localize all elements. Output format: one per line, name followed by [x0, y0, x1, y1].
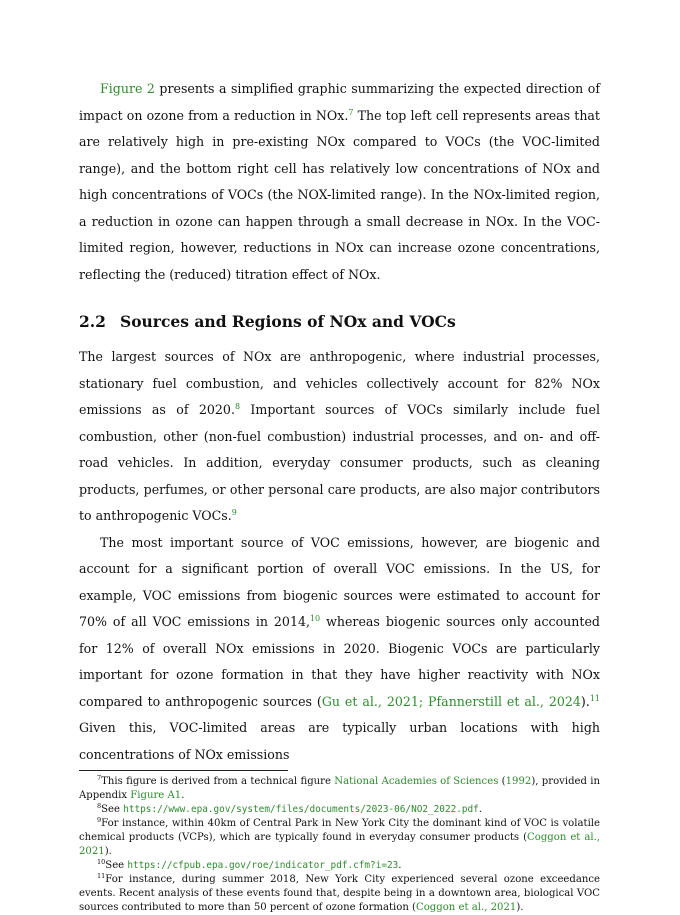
footnote-ref-9[interactable]: 9 — [231, 508, 237, 517]
footnote-9 — [79, 817, 600, 859]
footnote-number: 11 — [97, 872, 106, 880]
paragraph-nox-sources — [79, 344, 600, 530]
footnote-text: See — [105, 860, 128, 871]
citation-link[interactable]: Coggon et al., 2021 — [416, 902, 517, 913]
paragraph-text: Given this, VOC-limited areas are typically urban locations with high concentrations of NOx emissions — [79, 720, 600, 762]
paragraph-text: The largest sources of NOx are anthropogenic, where industrial processes, stationary fuel combustion, and vehicles collectively account for 82% NOx emissions as of 2020. — [79, 349, 600, 417]
footnote-text: . — [398, 860, 402, 871]
figure-a1-link[interactable]: Figure A1 — [130, 790, 182, 801]
footnote-text: ( — [498, 776, 506, 787]
paragraph-text: presents a simplified graphic summarizing the expected direction of impact on ozone from a reduction in NOx. — [79, 81, 600, 123]
footnote-10 — [79, 859, 600, 873]
section-number: 2.2 — [79, 312, 106, 331]
section-heading — [79, 307, 600, 337]
footnote-text: For instance, during summer 2018, New York City experienced several ozone exceedance events. Recent analysis of these events found that, despite being in a downtown area, biological VOC sources contributed to more than 50 percent of ozone formation ( — [79, 874, 600, 913]
footnote-11 — [79, 873, 600, 915]
citation-link[interactable]: Coggon et al., 2021 — [79, 832, 601, 857]
footnote-number: 9 — [97, 816, 102, 824]
url-link[interactable]: https://cfpub.epa.gov/roe/indicator_pdf.cfm?i=23 — [127, 860, 399, 871]
paragraph-biogenic-voc — [79, 530, 600, 769]
footnote-ref-10[interactable]: 10 — [309, 614, 321, 623]
paragraph-text: The most important source of VOC emissions, however, are biogenic and account for a significant portion of overall VOC emissions. In the US, for example, VOC emissions from biogenic sources were estimated to account for 70% of all VOC emissions in 2014, — [79, 534, 600, 629]
footnote-ref-7[interactable]: 7 — [348, 107, 354, 117]
paragraph-text: The top left cell represents areas that are relatively high in pre-existing NOx compared to VOCs (the VOC-limited range), and the bottom right cell has relatively low concentrations of NOx and high concentrations of VOCs (the NOX-limited range). In the NOx-limited region, a reduction in ozone can happen through a small decrease in NOx. In the VOC-limited region, however, reductions in NOx can increase ozone concentrations, reflecting the (reduced) titration effect of NOx. — [79, 107, 600, 282]
paragraph-text: whereas biogenic sources only accounted for 12% of overall NOx emissions in 2020. Biogenic VOCs are particularly important for ozone formation in that they have higher reactivity with NOx compared to anthropogenic sources ( — [79, 614, 600, 709]
footnote-ref-11[interactable]: 11 — [589, 693, 600, 703]
footnote-text: ). — [516, 902, 524, 913]
footnote-text: ). — [104, 846, 112, 857]
footnote-text: See — [101, 804, 124, 815]
citation-link[interactable]: Gu et al., 2021; Pfannerstill et al., 2024 — [321, 693, 581, 709]
footnote-number: 8 — [97, 802, 102, 810]
footnote-divider — [79, 770, 288, 771]
footnote-ref-8[interactable]: 8 — [234, 402, 241, 411]
page-body — [79, 76, 600, 915]
footnote-text: . — [478, 804, 483, 815]
paragraph-text: Important sources of VOCs similarly include fuel combustion, other (non-fuel combustion) industrial processes, and on- and off-road vehicles. In addition, everyday consumer products, such as cleaning products, perfumes, or other personal care products, are also major contributors to anthropogenic VOCs. — [79, 402, 600, 523]
paragraph-text: ). — [580, 693, 590, 709]
url-link[interactable]: https://www.epa.gov/system/files/documents/2023-06/NO2_2022.pdf — [123, 804, 479, 815]
footnote-8 — [79, 803, 600, 817]
footnote-text: This figure is derived from a technical figure — [101, 776, 335, 787]
citation-year-link[interactable]: 1992 — [505, 776, 532, 787]
paragraph-figure-2 — [79, 76, 600, 288]
figure-2-link[interactable]: Figure 2 — [100, 81, 155, 96]
footnote-7 — [79, 775, 600, 803]
footnote-number: 7 — [97, 774, 102, 782]
footnote-text: For instance, within 40km of Central Park in New York City the dominant kind of VOC is volatile chemical products (VCPs), which are typically found in everyday consumer products ( — [79, 818, 600, 843]
citation-link[interactable]: National Academies of Sciences — [334, 776, 499, 787]
footnote-number: 10 — [97, 858, 106, 866]
footnote-text: . — [181, 790, 185, 801]
section-title: Sources and Regions of NOx and VOCs — [120, 312, 456, 331]
footnote-text: ), provided in Appendix — [79, 776, 600, 801]
